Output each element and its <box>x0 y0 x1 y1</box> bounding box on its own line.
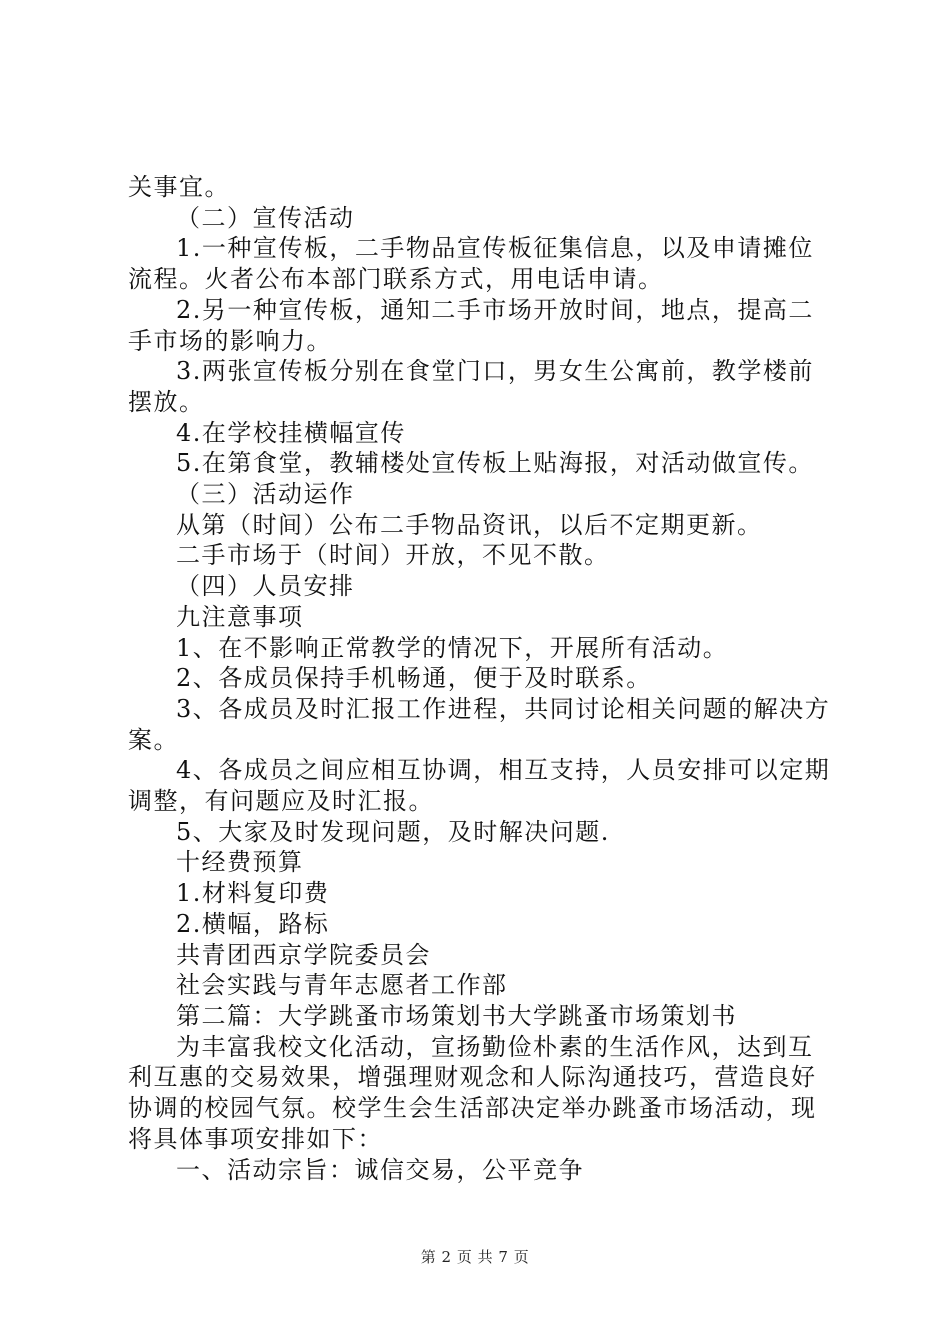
text-line: 2、各成员保持手机畅通，便于及时联系。 <box>176 664 652 693</box>
text-line: 5.在第食堂，教辅楼处宣传板上贴海报，对活动做宣传。 <box>176 449 814 478</box>
document-body <box>128 172 831 1185</box>
text-line: （三）活动运作 <box>176 480 355 509</box>
text-line: 4、各成员之间应相互协调，相互支持，人员安排可以定期 <box>176 756 831 785</box>
text-line: 1.材料复印费 <box>176 879 330 908</box>
text-line: 调整，有问题应及时汇报。 <box>128 787 434 816</box>
text-line: 2.横幅，路标 <box>176 909 330 938</box>
text-line: 3、各成员及时汇报工作进程，共同讨论相关问题的解决方 <box>176 694 831 723</box>
text-line: 九注意事项 <box>176 602 304 631</box>
text-line: 第二篇：大学跳蚤市场策划书大学跳蚤市场策划书 <box>176 1001 737 1030</box>
text-line: 关事宜。 <box>128 173 230 201</box>
text-line: 2.另一种宣传板，通知二手市场开放时间，地点，提高二 <box>176 295 814 324</box>
text-line: 社会实践与青年志愿者工作部 <box>176 971 508 1000</box>
text-line: 将具体事项安排如下： <box>128 1124 383 1153</box>
text-line: 利互惠的交易效果，增强理财观念和人际沟通技巧，营造良好 <box>128 1063 817 1092</box>
text-line: （二）宣传活动 <box>176 203 355 232</box>
text-line: 5、大家及时发现问题，及时解决问题. <box>176 817 610 846</box>
text-line: 手市场的影响力。 <box>128 326 332 355</box>
text-line: 二手市场于（时间）开放，不见不散。 <box>176 541 610 570</box>
text-line: 共青团西京学院委员会 <box>176 940 431 969</box>
text-line: 3.两张宣传板分别在食堂门口，男女生公寓前，教学楼前 <box>176 357 814 386</box>
text-line: 从第（时间）公布二手物品资讯，以后不定期更新。 <box>176 510 763 539</box>
text-line: 4.在学校挂横幅宣传 <box>176 418 406 447</box>
text-line: （四）人员安排 <box>176 572 355 601</box>
text-line: 案。 <box>128 725 179 754</box>
page-footer: 第 2 页 共 7 页 <box>420 1248 530 1266</box>
text-line: 一、活动宗旨：诚信交易，公平竞争 <box>176 1155 584 1184</box>
text-line: 1、在不影响正常教学的情况下，开展所有活动。 <box>176 633 729 662</box>
text-line: 1.一种宣传板，二手物品宣传板征集信息，以及申请摊位 <box>176 234 814 263</box>
text-line: 流程。火者公布本部门联系方式，用电话申请。 <box>128 265 664 294</box>
text-line: 为丰富我校文化活动，宣扬勤俭朴素的生活作风，达到互 <box>176 1032 814 1061</box>
text-line: 协调的校园气氛。校学生会生活部决定举办跳蚤市场活动，现 <box>128 1094 817 1123</box>
text-line: 摆放。 <box>128 387 205 416</box>
text-line: 十经费预算 <box>176 848 304 877</box>
